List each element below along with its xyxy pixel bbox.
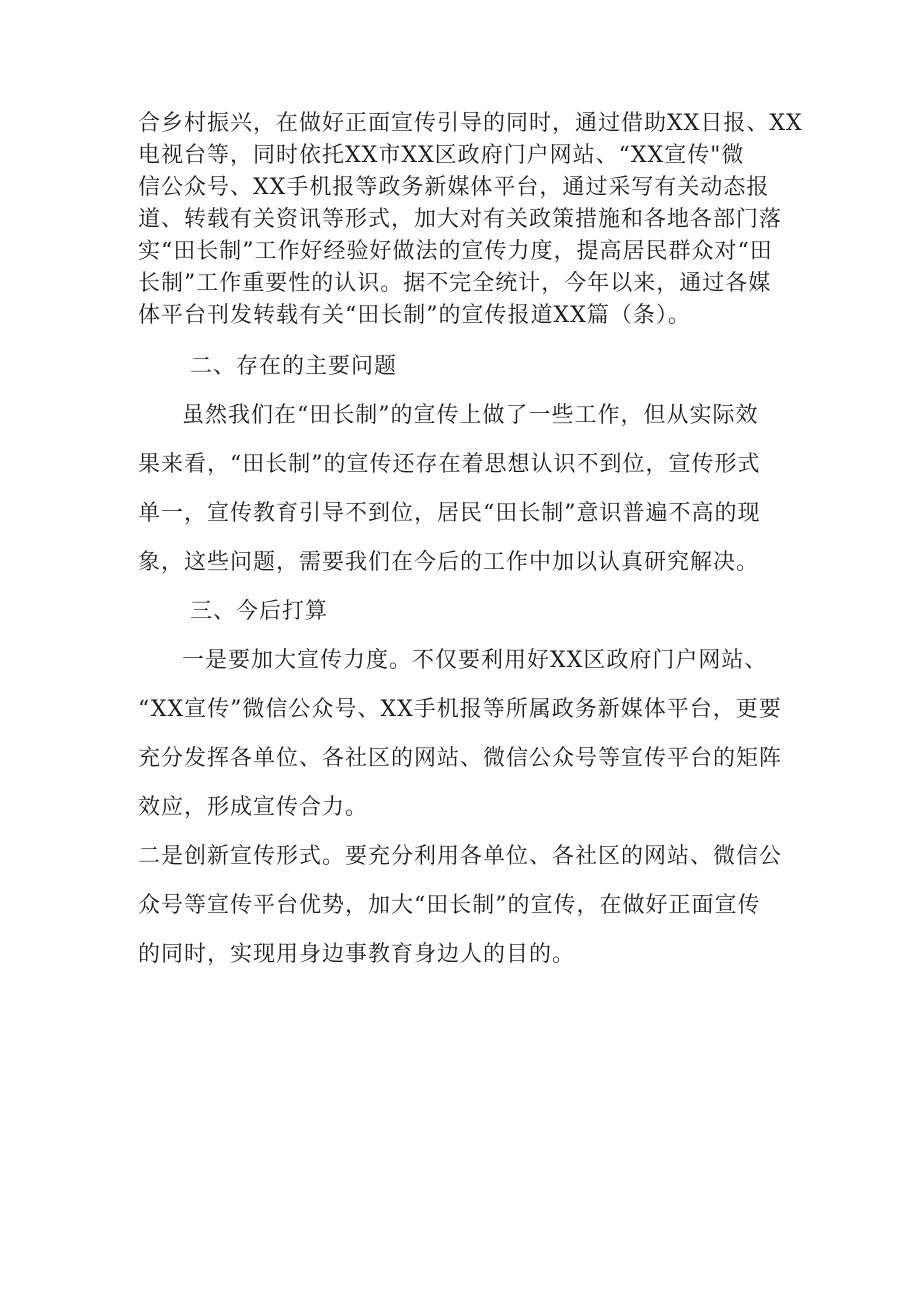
section-problems [138,342,798,587]
section-plans [138,587,798,979]
paragraph-line: 象，这些问题，需要我们在今后的工作中加以认真研究解决。 [138,550,760,575]
intro-line: 道、转载有关资讯等形式，加大对有关政策措施和各地各部门落 [138,207,783,232]
intro-line: 长制”工作重要性的认识。据不完全统计，今年以来，通过各媒 [138,271,772,296]
paragraph-line: 单一，宣传教育引导不到位，居民“田长制”意识普遍不高的现 [138,501,761,526]
paragraph-line: 众号等宣传平台优势，加大“田长制”的宣传，在做好正面宣传 [138,893,761,918]
paragraph-line: 充分发挥各单位、各社区的网站、微信公众号等宣传平台的矩阵 [138,746,783,771]
intro-line: 信公众号、XX手机报等政务新媒体平台，通过采写有关动态报 [138,175,770,200]
intro-paragraph [138,108,803,332]
paragraph-line: 二是创新宣传形式。要充分利用各单位、各社区的网站、微信公 [138,844,783,869]
intro-line: 合乡村振兴，在做好正面宣传引导的同时，通过借助XX日报、XX [138,111,803,136]
intro-line: 实“田长制”工作好经验好做法的宣传力度，提高居民群众对“田 [138,239,773,264]
paragraph-line: 虽然我们在“田长制”的宣传上做了一些工作，但从实际效 [182,403,759,428]
intro-line: 体平台刊发转载有关“田长制”的宣传报道XX篇（条）。 [138,303,691,328]
section-heading: 二、存在的主要问题 [190,354,398,379]
paragraph-line: 果来看，“田长制”的宣传还存在着思想认识不到位，宣传形式 [138,452,761,477]
paragraph-line: 一是要加大宣传力度。不仅要利用好XX区政府门户网站、 [182,648,768,673]
intro-line: 电视台等，同时依托XX市XX区政府门户网站、“XX宣传"微 [138,143,745,168]
paragraph-line: 效应，形成宣传合力。 [138,795,369,820]
section-heading: 三、今后打算 [190,599,329,624]
paragraph-line: 的同时，实现用身边事教育身边人的目的。 [138,942,576,967]
paragraph-line: “XX宣传”微信公众号、XX手机报等所属政务新媒体平台，更要 [138,697,782,722]
document-page [138,108,803,979]
